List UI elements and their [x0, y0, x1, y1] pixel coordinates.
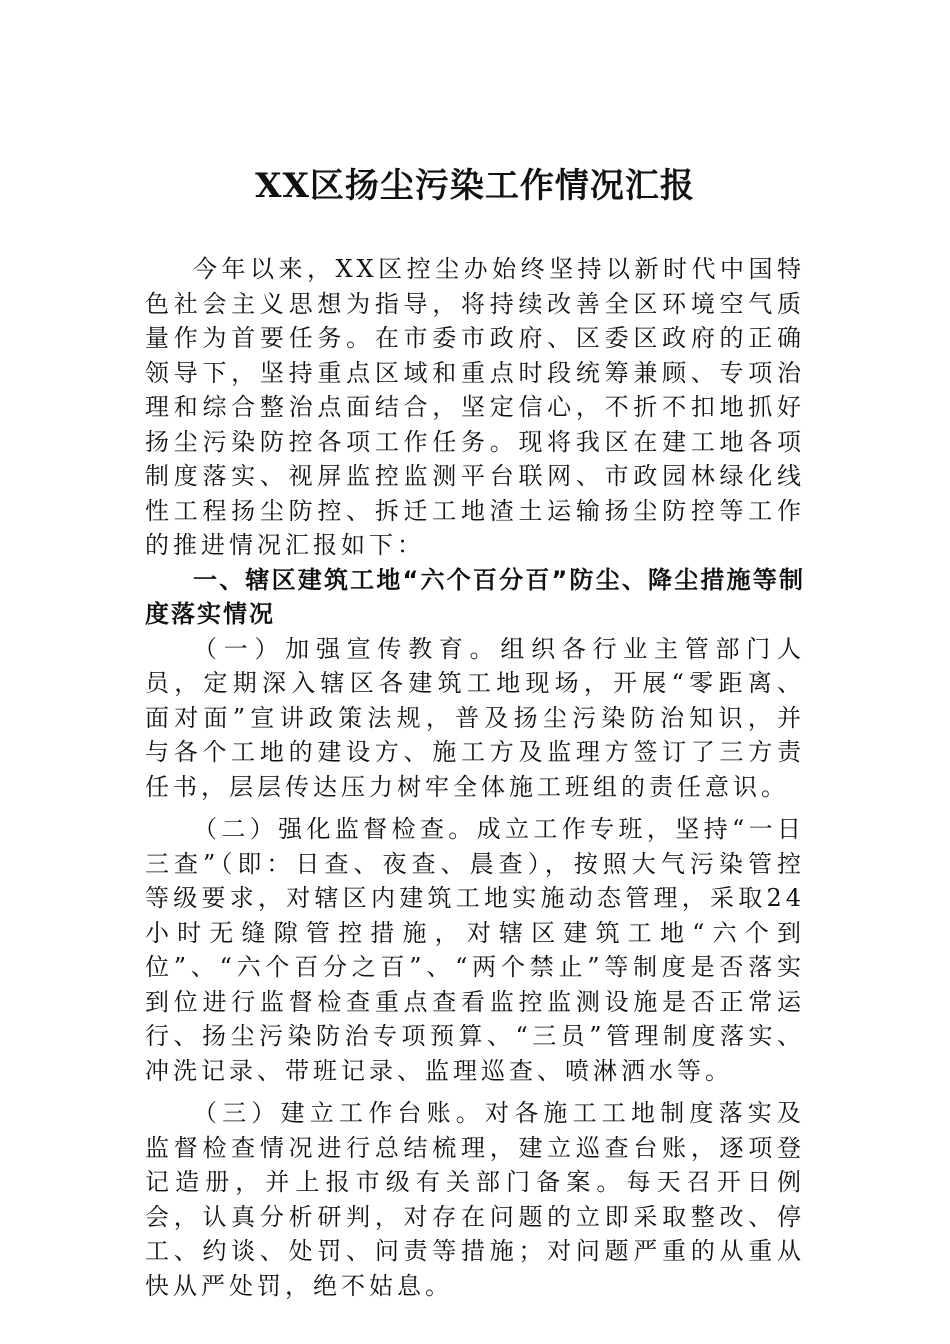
document-title: XX区扬尘污染工作情况汇报 — [255, 166, 695, 206]
section-heading-1: 一、辖区建筑工地“六个百分百”防尘、降尘措施等制度落实情况 — [145, 565, 805, 628]
subsection-paragraph-3: （三）建立工作台账。对各施工工地制度落实及监督检查情况进行总结梳理，建立巡查台账，逐项登记造册，并上报市级有关部门备案。每天召开日例会，认真分析研判，对存在问题的立即采取整改、停工、约谈、处罚、问责等措施；对问题严重的从重从快从严处罚，绝不姑息。 — [145, 1099, 805, 1300]
subsection-paragraph-1: （一）加强宣传教育。组织各行业主管部门人员，定期深入辖区各建筑工地现场，开展“零距离、面对面”宣讲政策法规，普及扬尘污染防治知识，并与各个工地的建设方、施工方及监理方签订了三方责任书，层层传达压力树牢全体施工班组的责任意识。 — [145, 634, 805, 801]
subsection-paragraph-2: （二）强化监督检查。成立工作专班，坚持“一日三查”（即：日查、夜查、晨查），按照大气污染管控等级要求，对辖区内建筑工地实施动态管理，采取24小时无缝隙管控措施，对辖区建筑工地“六个到位”、“六个百分之百”、“两个禁止”等制度是否落实到位进行监督检查重点查看监控监测设施是否正常运行、扬尘污染防治专项预算、“三员”管理制度落实、冲洗记录、带班记录、监理巡查、喷淋洒水等。 — [145, 815, 805, 1085]
document-body — [145, 252, 805, 1303]
intro-paragraph: 今年以来，XX区控尘办始终坚持以新时代中国特色社会主义思想为指导，将持续改善全区环境空气质量作为首要任务。在市委市政府、区委区政府的正确领导下，坚持重点区域和重点时段统筹兼顾、专项治理和综合整治点面结合，坚定信心，不折不扣地抓好扬尘污染防控各项工作任务。现将我区在建工地各项制度落实、视屏监控监测平台联网、市政园林绿化线性工程扬尘防控、拆迁工地渣土运输扬尘防控等工作的推进情况汇报如下： — [145, 255, 805, 559]
